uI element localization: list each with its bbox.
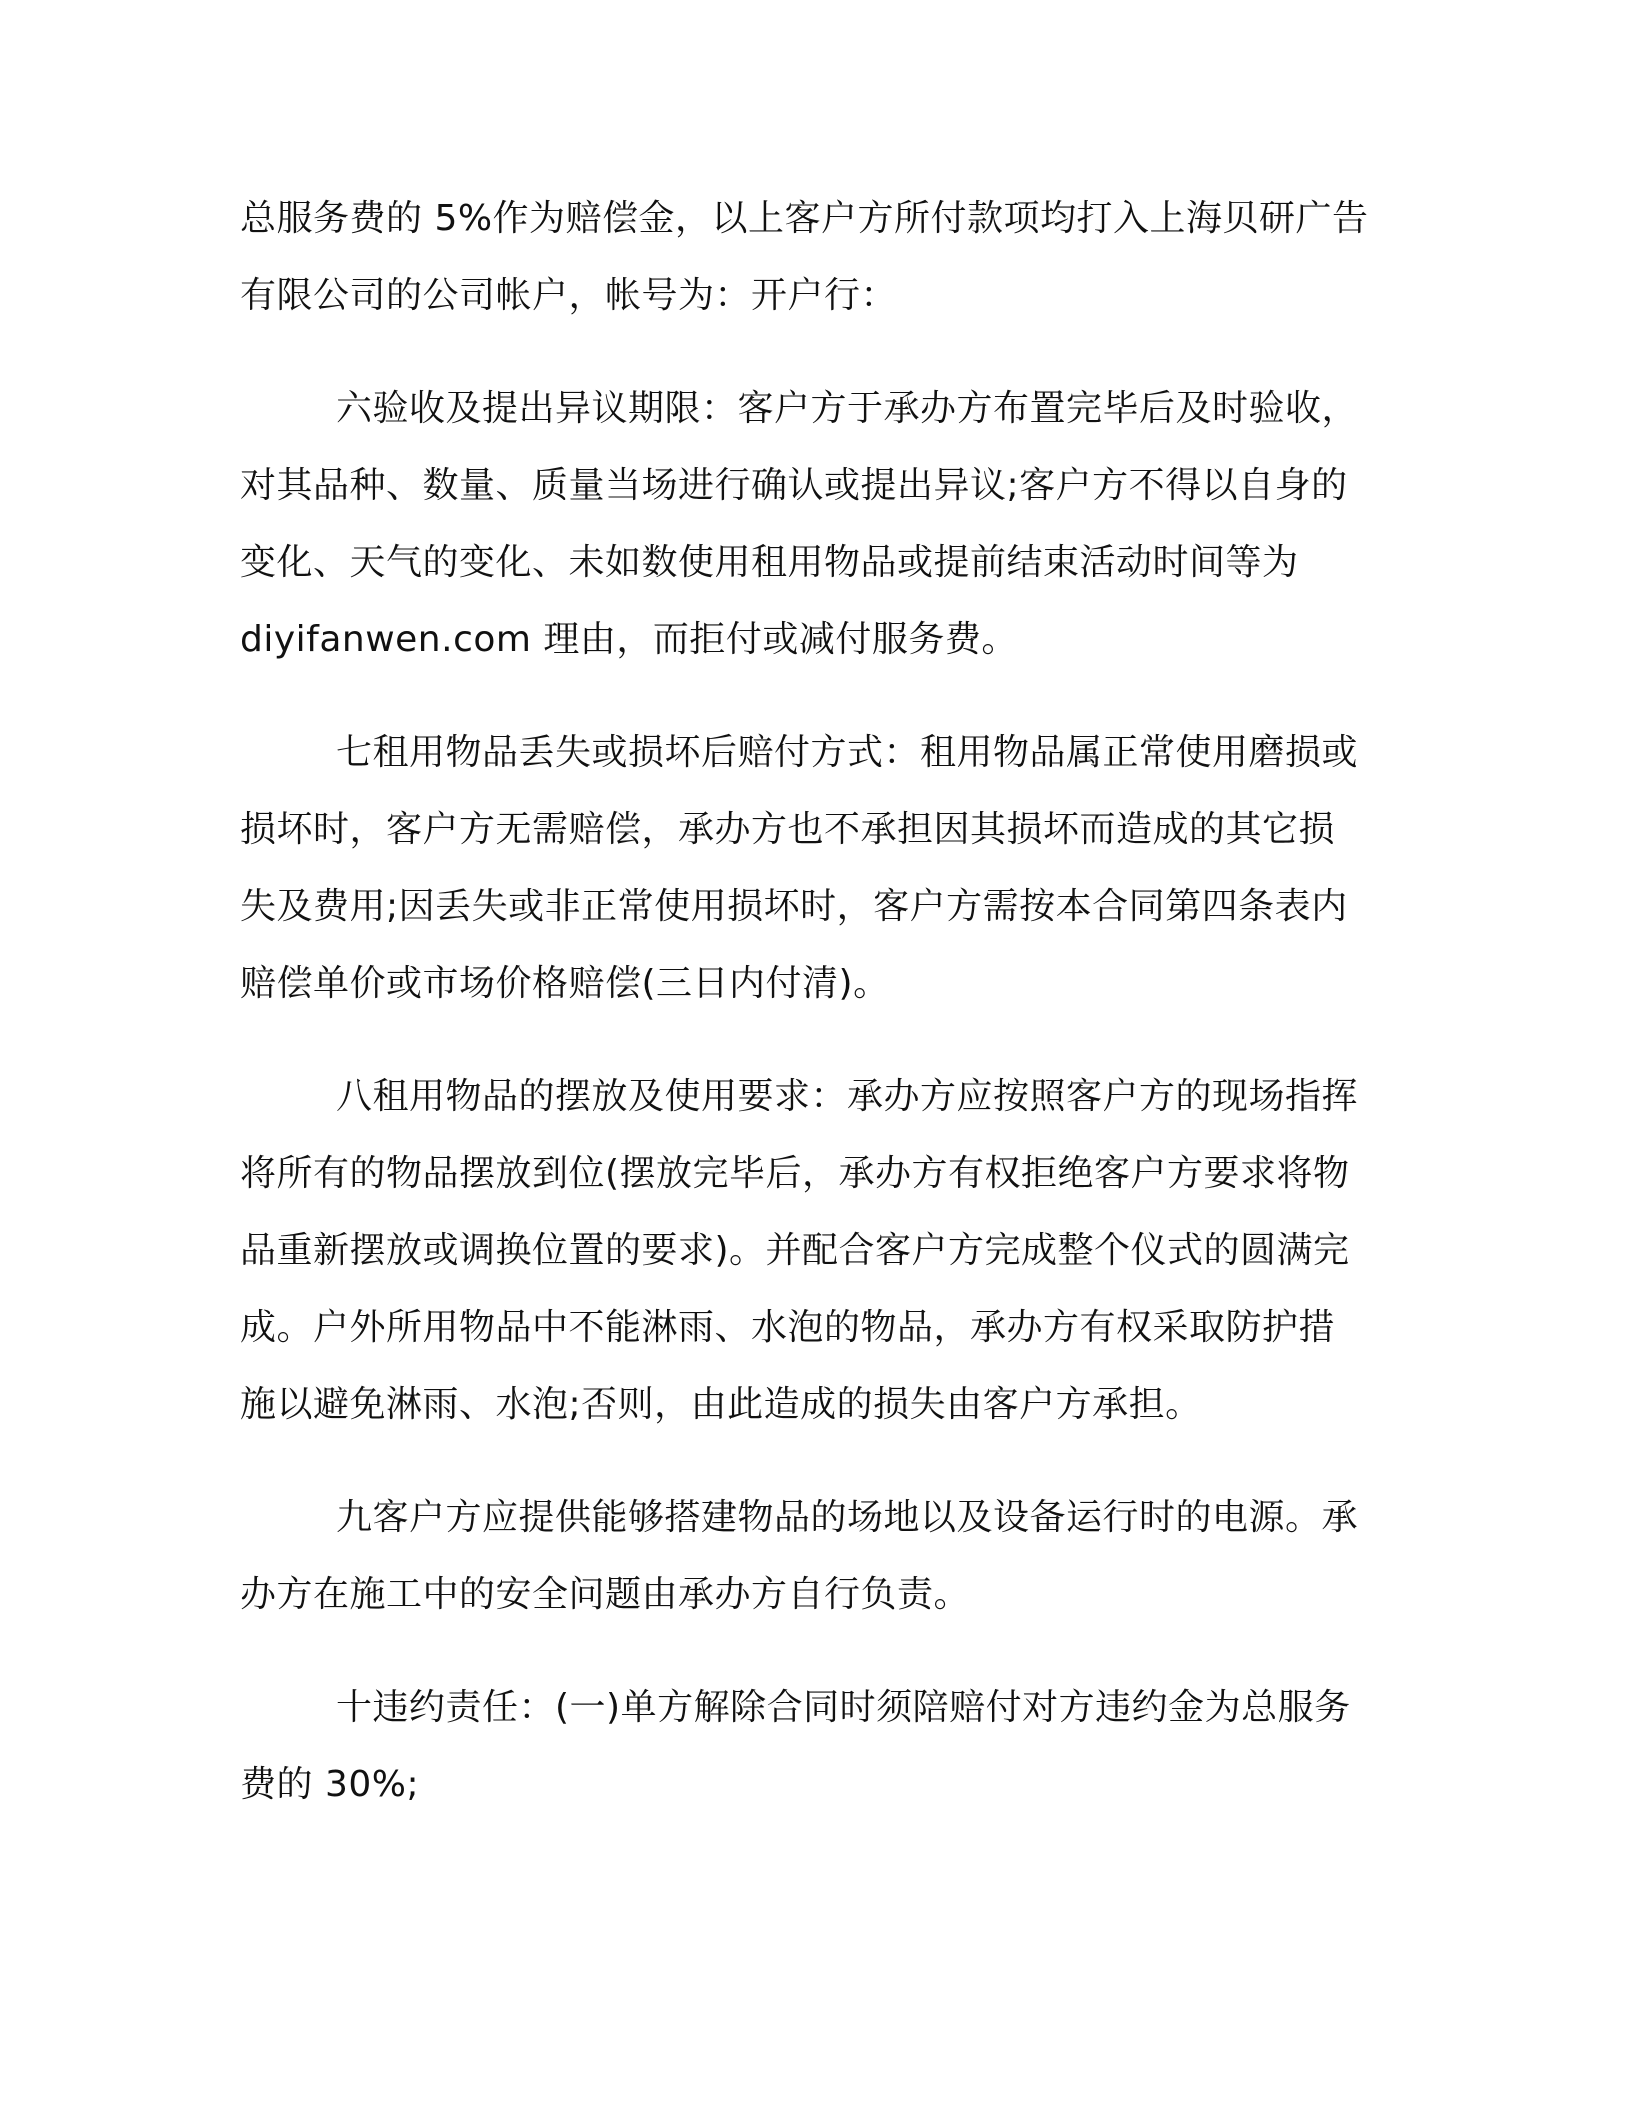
text-line: 十违约责任：(一)单方解除合同时须陪赔付对方违约金为总服务: [336, 1687, 1351, 1728]
text-line: 六验收及提出异议期限：客户方于承办方布置完毕后及时验收，: [336, 388, 1359, 429]
paragraph-placement-requirements: [240, 1058, 1400, 1443]
text-line: 对其品种、数量、质量当场进行确认或提出异议;客户方不得以自身的: [240, 465, 1348, 506]
text-line: 损坏时，客户方无需赔偿，承办方也不承担因其损坏而造成的其它损: [240, 809, 1336, 850]
text-line: diyifanwen.com 理由，而拒付或减付服务费。: [240, 619, 1018, 660]
text-line: 失及费用;因丢失或非正常使用损坏时，客户方需按本合同第四条表内: [240, 886, 1348, 927]
text-line: 将所有的物品摆放到位(摆放完毕后，承办方有权拒绝客户方要求将物: [240, 1153, 1350, 1194]
document-body: [240, 180, 1400, 1859]
text-line: 八租用物品的摆放及使用要求：承办方应按照客户方的现场指挥: [336, 1076, 1359, 1117]
paragraph-liability: [240, 1669, 1400, 1823]
paragraph-loss-damage: [240, 714, 1400, 1022]
text-line: 品重新摆放或调换位置的要求)。并配合客户方完成整个仪式的圆满完: [240, 1230, 1350, 1271]
text-line: 成。户外所用物品中不能淋雨、水泡的物品，承办方有权采取防护措: [240, 1307, 1336, 1348]
text-line: 费的 30%;: [240, 1764, 420, 1805]
text-line: 九客户方应提供能够搭建物品的场地以及设备运行时的电源。承: [336, 1497, 1359, 1538]
paragraph-site-power: [240, 1479, 1400, 1633]
text-line: 有限公司的公司帐户，帐号为：开户行：: [240, 275, 898, 316]
text-line: 变化、天气的变化、未如数使用租用物品或提前结束活动时间等为: [240, 542, 1299, 583]
paragraph-acceptance-objection: [240, 370, 1400, 678]
text-line: 办方在施工中的安全问题由承办方自行负责。: [240, 1574, 971, 1615]
text-line: 赔偿单价或市场价格赔偿(三日内付清)。: [240, 963, 890, 1004]
text-line: 总服务费的 5%作为赔偿金，以上客户方所付款项均打入上海贝研广告: [240, 198, 1369, 239]
text-line: 七租用物品丢失或损坏后赔付方式：租用物品属正常使用磨损或: [336, 732, 1359, 773]
text-line: 施以避免淋雨、水泡;否则，由此造成的损失由客户方承担。: [240, 1384, 1202, 1425]
paragraph-compensation: [240, 180, 1400, 334]
